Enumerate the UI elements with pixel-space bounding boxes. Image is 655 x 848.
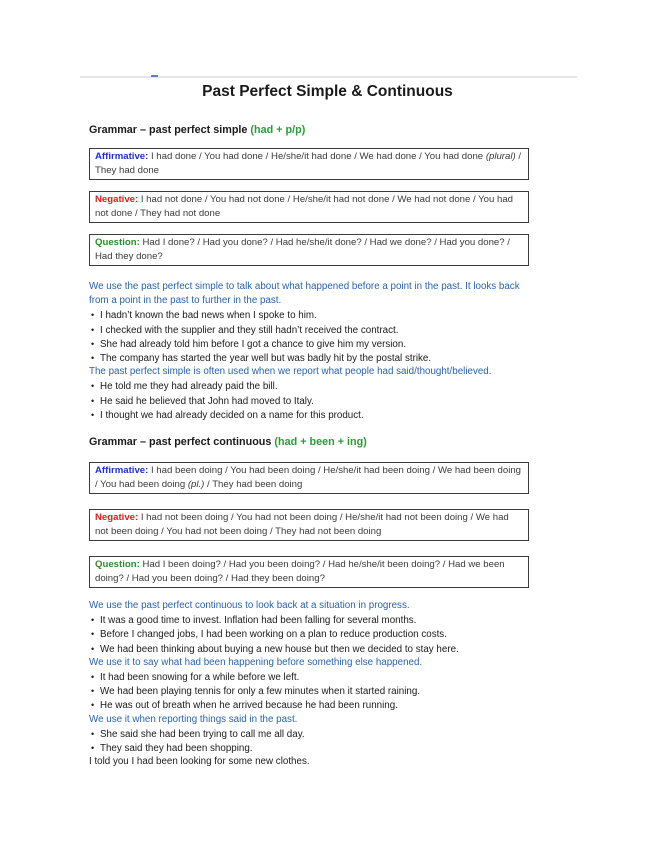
bullet-icon: • xyxy=(91,310,95,321)
example-text: The company has started the year well but was badly hit by the postal strike. xyxy=(100,352,432,364)
example-text: Before I changed jobs, I had been working on a plan to reduce production costs. xyxy=(100,629,447,641)
bullet-icon: • xyxy=(91,352,95,363)
list-item xyxy=(89,698,564,712)
usage-note: The past perfect simple is often used when we report what people had said/thought/believed. xyxy=(89,366,492,378)
list-item xyxy=(89,670,564,684)
list-item xyxy=(89,323,564,337)
question-box-continuous xyxy=(89,556,529,588)
affirmative-label: Affirmative: xyxy=(95,151,149,162)
list-item xyxy=(89,394,564,408)
usage-line: We use the past perfect continuous to look back at a situation in progress. xyxy=(89,600,410,611)
page-title: Past Perfect Simple & Continuous xyxy=(202,83,453,100)
negative-box-simple xyxy=(89,191,529,223)
heading-formula: (had + p/p) xyxy=(250,124,306,136)
list-item xyxy=(89,741,564,755)
bullet-icon: • xyxy=(91,615,95,626)
bullet-icon: • xyxy=(91,629,95,640)
bullet-icon: • xyxy=(91,324,95,335)
example-text: He told me they had already paid the bill. xyxy=(100,381,278,393)
usage-line: We use it when reporting things said in the past. xyxy=(89,713,298,725)
list-item xyxy=(89,308,564,322)
affirmative-text: I had been doing / You had been doing / He/she/it had been doing / We had been doing / You had been doing xyxy=(95,465,522,490)
heading-text: Grammar – past perfect simple xyxy=(89,124,248,136)
question-label: Question: xyxy=(95,559,140,570)
affirmative-text-end: / They had done xyxy=(95,151,522,176)
bullet-icon: • xyxy=(91,728,95,739)
bullet-icon: • xyxy=(91,671,95,682)
bullet-icon: • xyxy=(91,742,95,753)
negative-text: I had not been doing / You had not been doing / He/she/it had not been doing / We had not been doing / You had not been doing / They had not been doing xyxy=(95,512,509,537)
question-label: Question: xyxy=(95,237,140,248)
affirmative-text-end: / They had been doing xyxy=(204,479,303,490)
bullet-icon: • xyxy=(91,700,95,711)
bullet-icon: • xyxy=(91,338,95,349)
example-text: I checked with the supplier and they still hadn’t received the contract. xyxy=(100,324,399,336)
list-item xyxy=(89,351,564,365)
list-item xyxy=(89,627,564,641)
negative-label: Negative: xyxy=(95,194,139,205)
example-text: She said she had been trying to call me all day. xyxy=(100,728,305,740)
example-text: We had been playing tennis for only a few minutes when it started raining. xyxy=(100,686,421,698)
example-text: He said he believed that John had moved to Italy. xyxy=(100,395,314,407)
example-text: I thought we had already decided on a name for this product. xyxy=(100,409,364,421)
usage-line: We use the past perfect simple to talk about what happened before a point in the past. It looks back xyxy=(89,281,520,292)
list-item xyxy=(89,337,564,351)
affirmative-plural: (plural) xyxy=(485,151,516,162)
bullet-icon: • xyxy=(91,686,95,697)
simple-usage-block xyxy=(89,280,564,422)
list-item xyxy=(89,684,564,698)
bullet-icon: • xyxy=(91,395,95,406)
affirmative-box-continuous xyxy=(89,462,529,494)
question-text: Had I been doing? / Had you been doing? / Had he/she/it been doing? / Had we been doing? / Had you been doing? / Had they been doing? xyxy=(95,559,505,584)
usage-line: from a point in the past to further in the past. xyxy=(89,295,282,307)
example-text: It had been snowing for a while before we left. xyxy=(100,671,300,683)
example-text: We had been thinking about buying a new house but then we decided to stay here. xyxy=(100,643,459,655)
question-box-simple xyxy=(89,234,529,266)
list-item xyxy=(89,408,564,422)
affirmative-label: Affirmative: xyxy=(95,465,149,476)
heading-formula: (had + been + ing) xyxy=(274,436,367,448)
affirmative-box-simple xyxy=(89,148,529,180)
negative-label: Negative: xyxy=(95,512,139,523)
list-item xyxy=(89,727,564,741)
list-item xyxy=(89,379,564,393)
bullet-icon: • xyxy=(91,409,95,420)
bullet-icon: • xyxy=(91,643,95,654)
bullet-icon: • xyxy=(91,381,95,392)
example-text: She had already told him before I got a chance to give him my version. xyxy=(100,338,407,350)
example-text: I hadn’t known the bad news when I spoke to him. xyxy=(100,310,317,322)
list-item xyxy=(89,613,564,627)
affirmative-text: I had done / You had done / He/she/it had done / We had done / You had done xyxy=(148,151,486,162)
question-text: Had I done? / Had you done? / Had he/she/it done? / Had we done? / Had you done? / Had they done? xyxy=(95,237,510,262)
top-rule-mark xyxy=(151,75,158,77)
negative-text: I had not done / You had not done / He/she/it had not done / We had not done / You had not done / They had not done xyxy=(95,194,514,219)
affirmative-plural: (pl.) xyxy=(187,479,205,490)
negative-box-continuous xyxy=(89,509,529,541)
example-text: It was a good time to invest. Inflation had been falling for several months. xyxy=(100,615,417,627)
example-text: They said they had been shopping. xyxy=(100,742,253,754)
usage-line: We use it to say what had been happening before something else happened. xyxy=(89,656,423,668)
final-example: I told you I had been looking for some new clothes. xyxy=(89,756,310,768)
example-text: He was out of breath when he arrived because he had been running. xyxy=(100,700,398,712)
section-heading-continuous xyxy=(89,436,367,448)
section-heading-simple xyxy=(89,124,305,136)
continuous-usage-block xyxy=(89,599,564,769)
heading-text: Grammar – past perfect continuous xyxy=(89,436,272,448)
list-item xyxy=(89,642,564,656)
